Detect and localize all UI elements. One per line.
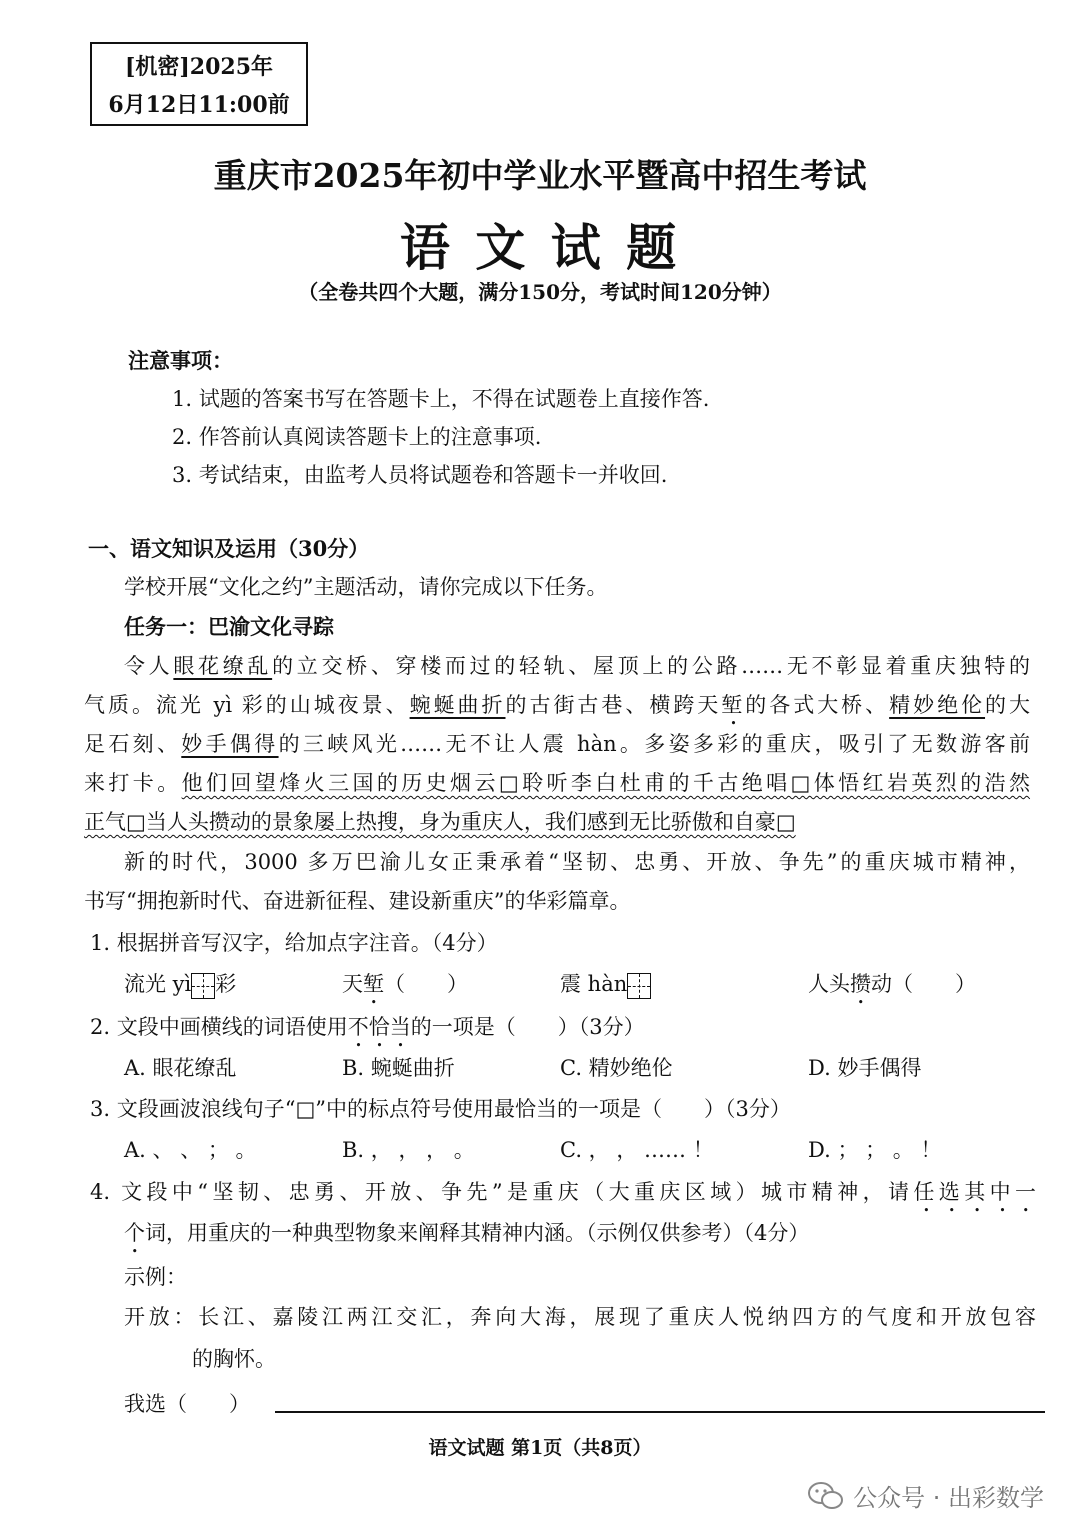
watermark — [807, 1478, 1044, 1513]
underlined-phrase: 精妙绝伦 — [889, 693, 986, 717]
underlined-phrase: 妙手偶得 — [181, 732, 279, 756]
passage-line: 足石刻、妙手偶得的三峡风光……无不让人震 hàn。多姿多彩的重庆，吸引了无数游客前 — [84, 732, 1031, 756]
q2-option-a[interactable]: A. 眼花缭乱 — [124, 1056, 237, 1080]
subject-title: 语 文 试 题 — [399, 218, 681, 277]
answer-box[interactable] — [627, 973, 651, 999]
stamp-line: 6月12日11:00前 — [108, 92, 290, 118]
question-4-stem: 个词，用重庆的一种典型物象来阐释其精神内涵。（示例仅供参考）（4分） — [124, 1221, 810, 1245]
passage-line — [84, 807, 796, 837]
q3-option-d[interactable]: D. ； ； 。 ！ — [808, 1138, 942, 1162]
notes-heading: 注意事项： — [128, 348, 233, 373]
underlined-phrase: 蜿蜒曲折 — [409, 693, 506, 717]
section-heading: 一、语文知识及运用（30分） — [88, 536, 370, 561]
q1-item-c: 震 hàn — [560, 969, 651, 999]
note-item: 2. 作答前认真阅读答题卡上的注意事项. — [172, 425, 542, 449]
note-item: 3. 考试结束，由监考人员将试题卷和答题卡一并收回. — [172, 463, 668, 487]
q1-item-b: 天堑（ ） — [342, 972, 468, 996]
q3-option-a[interactable]: A. 、 、 ； 。 — [124, 1138, 257, 1162]
exam-title: 重庆市2025年初中学业水平暨高中招生考试 — [213, 156, 867, 195]
answer-label: 我选（ ） — [124, 1392, 250, 1416]
q2-option-c[interactable]: C. 精妙绝伦 — [560, 1056, 673, 1080]
passage-line: 书写“拥抱新时代、奋进新征程、建设新重庆”的华彩篇章。 — [84, 889, 631, 913]
watermark-text: 公众号 · 出彩数学 — [853, 1484, 1044, 1512]
question-2-stem: 2. 文段中画横线的词语使用不恰当的一项是（ ）（3分） — [90, 1015, 645, 1039]
q2-option-b[interactable]: B. 蜿蜒曲折 — [342, 1056, 455, 1080]
q3-option-b[interactable]: B. ， ， ， 。 — [342, 1138, 475, 1162]
wavy-sentence: 他们回望烽火三国的历史烟云□聆听李白杜甫的千古绝唱□体悟红岩英烈的浩然 — [181, 771, 1031, 795]
stamp-line: [机密]2025年 — [124, 54, 274, 80]
note-item: 1. 试题的答案书写在答题卡上，不得在试题卷上直接作答. — [172, 387, 710, 411]
wavy-sentence: 正气□当人头攒动的景象屡上热搜，身为重庆人，我们感到无比骄傲和自豪□ — [84, 810, 796, 834]
page-footer: 语文试题 第1页（共8页） — [428, 1437, 652, 1459]
q1-item-a: 流光 yì 彩 — [124, 969, 236, 999]
example-text: 开放：长江、嘉陵江两江交汇，奔向大海，展现了重庆人悦纳四方的气度和开放包容 — [124, 1305, 1036, 1329]
wechat-icon — [807, 1481, 845, 1511]
question-4-stem: 4. 文段中“坚韧、忠勇、开放、争先”是重庆（大重庆区域）城市精神，请任选其中一 — [90, 1180, 1037, 1204]
passage-line: 气质。流光 yì 彩的山城夜景、蜿蜒曲折的古街古巷、横跨天堑的各式大桥、精妙绝伦的大 — [84, 693, 1031, 717]
question-1-stem: 1. 根据拼音写汉字，给加点字注音。（4分） — [90, 931, 498, 955]
exam-info: （全卷共四个大题，满分150分，考试时间120分钟） — [298, 280, 782, 304]
example-text: 的胸怀。 — [192, 1347, 276, 1371]
section-intro: 学校开展“文化之约”主题活动，请你完成以下任务。 — [124, 575, 608, 599]
underlined-phrase: 眼花缭乱 — [173, 654, 273, 678]
example-label: 示例： — [124, 1265, 187, 1289]
q1-item-d: 人头攒动（ ） — [808, 972, 976, 996]
passage-line: 新的时代，3000 多万巴渝儿女正秉承着“坚韧、忠勇、开放、争先”的重庆城市精神， — [124, 850, 1030, 874]
answer-line[interactable] — [275, 1411, 1045, 1413]
question-3-stem: 3. 文段画波浪线句子“□”中的标点符号使用最恰当的一项是（ ）（3分） — [90, 1097, 791, 1121]
answer-box[interactable] — [191, 973, 215, 999]
passage-line: 令人眼花缭乱的立交桥、穿楼而过的轻轨、屋顶上的公路……无不彰显着重庆独特的 — [124, 654, 1031, 678]
q3-option-c[interactable]: C. ， ， …… ！ — [560, 1138, 714, 1162]
task-heading: 任务一：巴渝文化寻踪 — [124, 614, 334, 639]
confidential-stamp — [90, 42, 308, 126]
passage-line: 来打卡。他们回望烽火三国的历史烟云□聆听李白杜甫的千古绝唱□体悟红岩英烈的浩然 — [84, 771, 1031, 795]
q2-option-d[interactable]: D. 妙手偶得 — [808, 1056, 922, 1080]
